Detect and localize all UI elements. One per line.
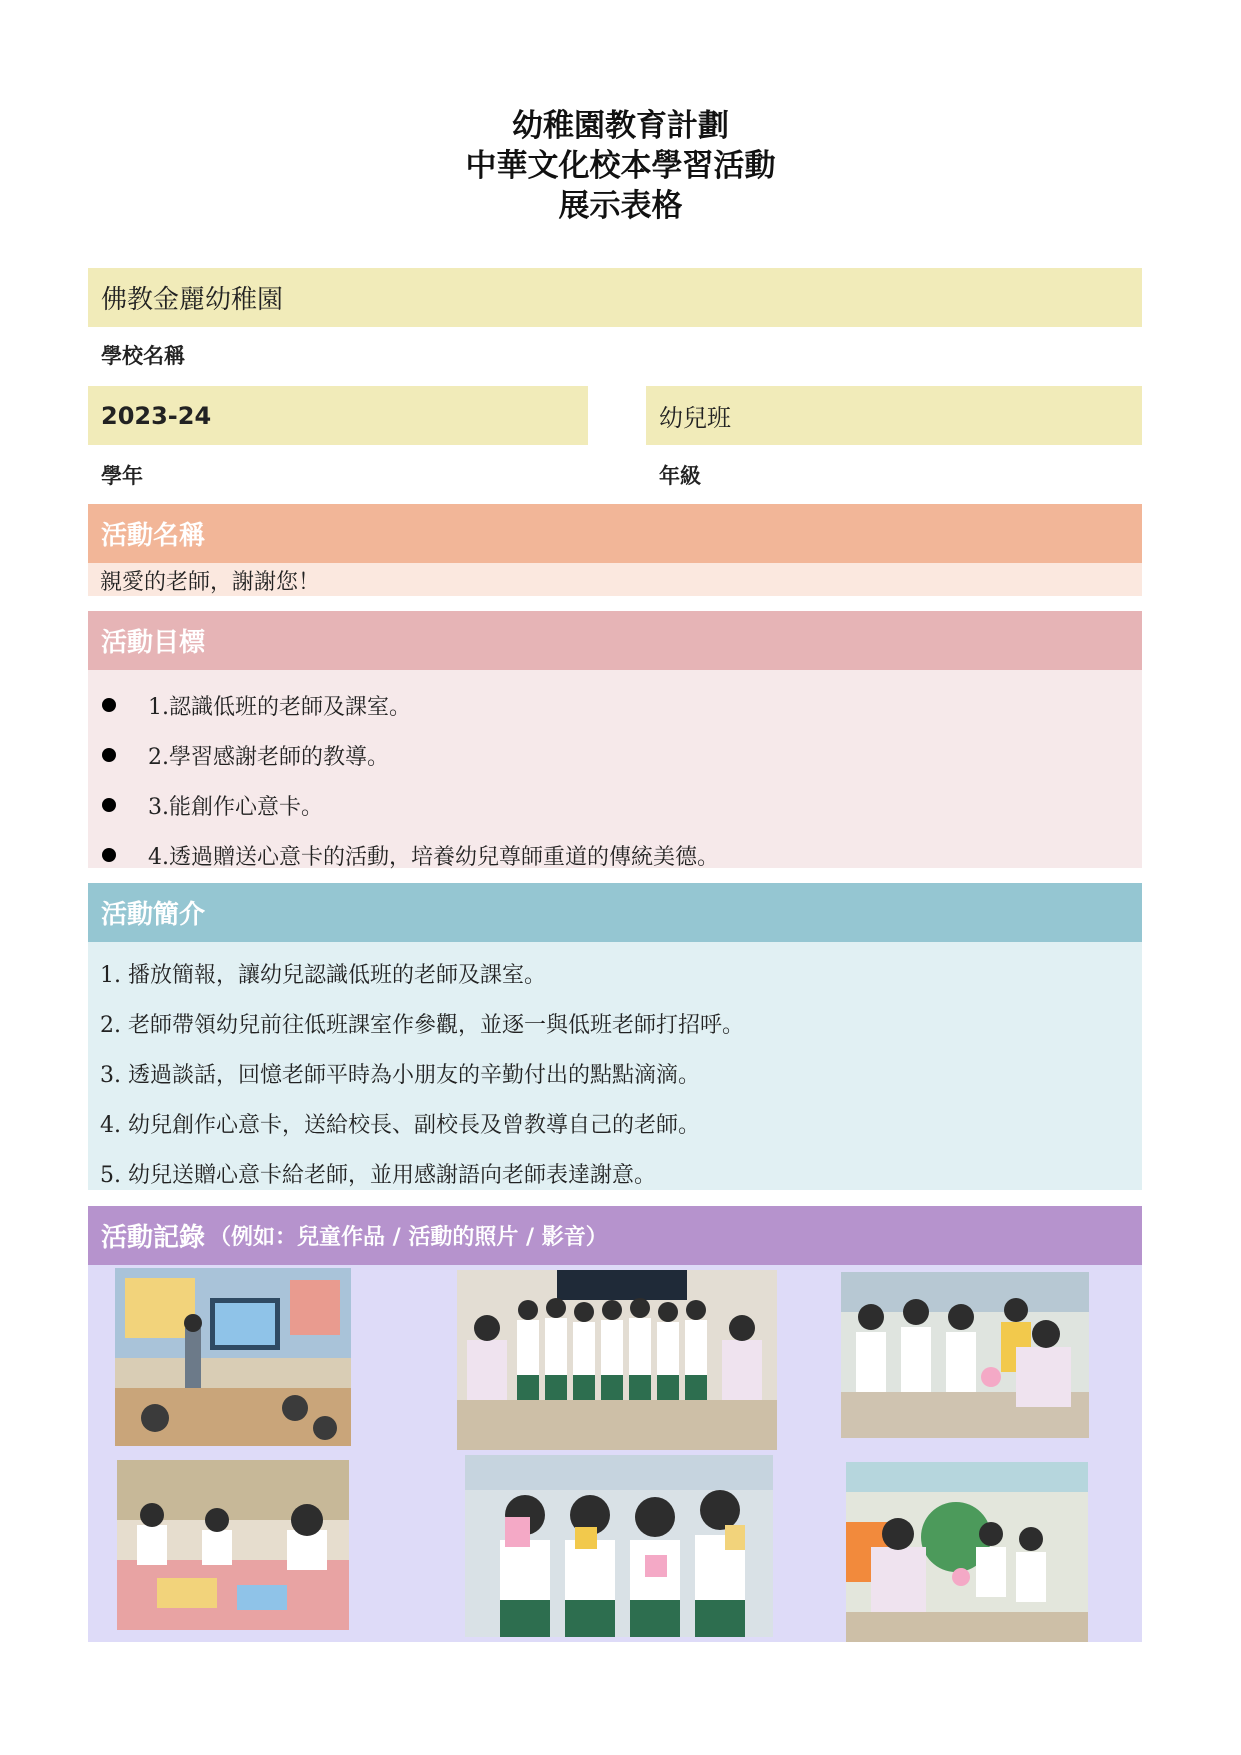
children-giving-card-photo <box>841 1272 1089 1438</box>
record-heading: 活動記錄 <box>101 1223 206 1253</box>
activity-name-heading: 活動名稱 <box>101 521 206 551</box>
intro-item: 5. 幼兒送贈心意卡給老師，並用感謝語向老師表達謝意。 <box>100 1163 656 1188</box>
objective-text: 1.認識低班的老師及課室。 <box>148 695 411 720</box>
school-year-field <box>88 386 588 445</box>
classroom-presentation-photo <box>115 1268 351 1446</box>
objective-text: 2.學習感謝老師的教導。 <box>148 745 389 770</box>
children-holding-cards-photo <box>465 1455 773 1637</box>
school-name-field <box>88 268 1142 327</box>
objective-text: 3.能創作心意卡。 <box>148 795 323 820</box>
grade-field <box>646 386 1142 445</box>
objectives-body <box>88 670 1142 868</box>
bullet-icon <box>102 748 116 762</box>
doc-title-line2: 中華文化校本學習活動 <box>465 148 776 184</box>
activity-name-body <box>88 563 1142 596</box>
intro-item: 1. 播放簡報，讓幼兒認識低班的老師及課室。 <box>100 963 546 988</box>
record-subheading: （例如：兒童作品 / 活動的照片 / 影音） <box>209 1225 608 1250</box>
grade-label: 年級 <box>659 464 701 488</box>
grade-value: 幼兒班 <box>659 404 731 432</box>
activity-name-value: 親愛的老師，謝謝您！ <box>100 570 321 595</box>
bullet-icon <box>102 798 116 812</box>
teacher-receiving-cards-photo <box>846 1462 1088 1642</box>
record-header <box>88 1206 1142 1265</box>
school-year-label: 學年 <box>101 464 143 488</box>
objectives-heading: 活動目標 <box>101 628 206 658</box>
intro-item: 2. 老師帶領幼兒前往低班課室作參觀，並逐一與低班老師打招呼。 <box>100 1013 744 1038</box>
children-group-with-teachers-photo <box>457 1270 777 1450</box>
intro-item: 4. 幼兒創作心意卡，送給校長、副校長及曾教導自己的老師。 <box>100 1113 700 1138</box>
school-name-value: 佛教金麗幼稚園 <box>101 285 284 315</box>
intro-body <box>88 942 1142 1190</box>
bullet-icon <box>102 698 116 712</box>
intro-header <box>88 883 1142 942</box>
intro-item: 3. 透過談話，回憶老師平時為小朋友的辛勤付出的點點滴滴。 <box>100 1063 700 1088</box>
objectives-header <box>88 611 1142 670</box>
children-making-cards-photo <box>117 1460 349 1630</box>
school-name-label: 學校名稱 <box>101 344 185 368</box>
doc-title-line3: 展示表格 <box>558 188 683 224</box>
activity-name-header <box>88 504 1142 563</box>
school-year-value: 2023-24 <box>101 401 212 430</box>
intro-heading: 活動簡介 <box>101 900 206 930</box>
bullet-icon <box>102 848 116 862</box>
objective-text: 4.透過贈送心意卡的活動，培養幼兒尊師重道的傳統美德。 <box>148 845 719 870</box>
doc-title-line1: 幼稚園教育計劃 <box>512 108 729 144</box>
